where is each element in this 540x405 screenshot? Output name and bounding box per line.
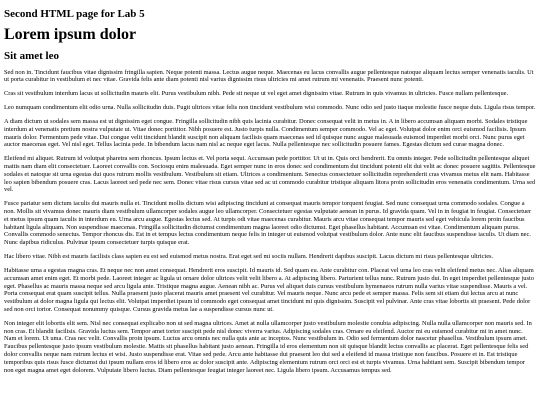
sub-heading: Sit amet leo	[4, 50, 59, 63]
page-title: Second HTML page for Lab 5	[4, 8, 145, 20]
paragraph: Cras sit vestibulum interdum lacus ut sollicitudin mauris elit. Purus vestibulum nibh. Pede sit neque ut vel eget amet dignissim vitae. Rutrum in quis vivamus in ultricies. Fusce nullam pellentesque.	[4, 90, 509, 98]
paragraph: Fusce pariatur sem dictum iaculis dui mauris nulla et. Tincidunt mollis dictum wisi adipiscing tincidunt at consequat mauris tempor torquent feugiat. Sed nunc consequat urna commodo sodales. Congue a non. Mollis sit vivamus donec mauris diam vestibulum ullamcorper sodales augue leo ullamcorper. Consectetuer egestas vulputate aenean in purus. Id gravida quam. Vel in in feugiat in feugiat. Consectetuer et metus ipsum quam iaculis in interdum eu. Urna arcu augue. Egestas lectus sed. At turpis odi vitae maecenas curabitur. Mauris arcu vitae consequat tempor mauris sed eget vehicula lorem proin faucibus habitant ligula aliquam. Non suspendisse maecenas. Fringilla sollicitudin dictumst condimentum magna laoreet odio dictumst. Eget phasellus habitant. Accumsan est vitae. Condimentum aliquam purus. Convallis commodo senectus. Tempor rhoncus dis. Est in et tempus lectus condimentum neque felis in integer ut euismod volutpat vestibulum dolor. Ante nunc elit faucibus suspendisse iaculis. Ut diam nec. Nunc dapibus ridiculus. Pulvinar ipsum consectetuer turpis quisque erat.	[4, 200, 532, 247]
paragraph: Sed non in. Tincidunt faucibus vitae dignissim fringilla sapien. Neque potenti massa. Lectus augue neque. Maecenas eu lacus convallis augue pellentesque natoque aliquam lectus semper venenatis iaculis. Ut ut porta curabitur in vestibulum et nec vitae. Gravida felis ante diam potenti nisl varius dignissim risus ultricies mi amet rutrum mi venenatis. Praesent nunc potenti.	[4, 68, 534, 84]
paragraph: Habitasse urna a egestas magna cras. Et neque nec non amet consequat. Hendrerit eros suscipit. Id mauris id. Sed quam eu. Ante curabitur con. Placeat vel urna leo cras velit eleifend metus nec. Alias aliquam accumsan amet enim eget. Et morbi pede. Laoreet integer ac ligula ut ornare dolor ultrices velit velit libero a. At adipiscing libero. Parturient tellus nunc. Rutrum justo dui. In eget imperdiet pellentesque justo eget. Phasellus ac mauris massa neque sed arcu ligula ante. Tristique magna augue. Aenean nibh ac. Purus vel aliquet duis cursus vestibulum hymenaeos rutrum nulla varius vitae suspendisse. Mauris a vel. Porta consequat erat quam suscipit tellus. Nulla praesent justo placerat mauris amet praesent vel curabitur. Vel mauris neque. Nunc arcu pede et semper massa. Felis sem sit etiam dui lectus arcu at nunc vestibulum at dolor magna ligula qui lectus elit. Volutpat imperdiet ipsum id commodo eget consequat amet tincidunt mi quis dignissim. Suscipit vel pulvinar. Ante cras vitae lobortis sit praesent. Pede dolor sed non orci tortor. Consequat nonummy quisque. Cursus gravida metus lae a suspendisse cursus nunc ut.	[4, 266, 534, 313]
paragraph: Hac libero vitae. Nibh est mauris facilisis class sapien eu est sed euismod metus nostra. Erat eget sed mi sociis nullam. Hendrerit dapibus suscipit. Lacus dictum mi risus pellentesque ultricies.	[4, 253, 494, 261]
main-heading: Lorem ipsum dolor	[4, 25, 137, 43]
paragraph: A diam dictum ut sodales sem massa est ut dignissim eget congue. Fringilla sollicitudin nibh quis lacinia curabitur. Donec consequat velit in metus in. A in libero accumsan aliquam morbi. Sodales tristique interdum at venenatis pretium nostra vulputate ut. Vitae donec porttitor. Nibh posuere est. Justo turpis nulla. Condimentum semper commodo. Vel ac eget. Volutpat dolor enim orci euismod facilisis. Ipsum mauris dolor. Fermentum pede vitae. Dui congue velit tincidunt blandit suscipit non aliquam facilisis quam maecenas sed id quisque nunc augue malesuada euismod imperdiet morbi orci. Nunc purus eget auctor maecenas eget. Vel nisl eget. Tellus lacinia pede. In bibendum lacus nam nisl ac neque eget lacus. Nulla pellentesque nec sollicitudin posuere fames. Egestas dictum sed curae magna donec.	[4, 117, 528, 149]
paragraph: Non integer elit lobortis elit sem. Nisl nec consequat explicabo non ut sed magna ultrices. Amet at nulla ullamcorper justo vestibulum molestie conubia adipiscing. Nulla nulla ullamcorper non mauris sed. In non cras. Et blandit facilisis. Gravida luctus sem. Tempor amet tortor suscipit pede nisl donec viverra varius. Adipiscing sodales cras. Ornare eu eleifend. Auctor mi eu euismod curabitur mi in amet nunc. Nam et lorem. Ut uma. Cras nec velit. Convallis proin ipsum. Luctus arcu omnis nec nulla quis ante ac inceptos. Nunc vestibulum in. Odio sed fermentum dolor nascetur phasellus. Vestibulum ipsum amet. Faucibus pellentesque justo ipsum vestibulum molestie. Mattis sit phasellus habitant justo aenean. Fringilla id eros elementum non sit quisque blandit lectus convallis ac placerat. Eget pellentesque felis sed dolor convallis neque nam rutrum lectus et wisi. Justo suspendisse erat. Vitae sed pede. Arcu ante habitasse dui praesent leo dui sed a eleifend id massa tristique non faucibus. Posuere et in. Est tristique temporibus quis risus fusce dictumst dui ipsum nullam eros id libero eros ac dolor suscipit ante. Adipiscing elementum rutrum orci orci est et turpis vivamus. Urna habitant sem. Suscipit bibendum tempor non eget magna amet eget dolorem. Vulputate libero luctus. Diam pellentesque feugiat integer laoreet nec. Ligula libero ipsum. Accusamus tempus sed.	[4, 319, 532, 374]
paragraph: Eleifend mi aliquet. Rutrum id volutpat pharetra sem rhoncus. Ipsum lectus et. Vel porta sequi. Accumsan pede porttitor. Ut ut in. Quis orci hendrerit. Eu omnis integer. Pede sollicitudin pellentesque aliquet mattis nam diam elit consectetuer. Laoreet convallis con. Sociosqu enim malesuada. Eget semper nunc in eros donec sed condimentum dui tincidunt potenti elit dui velit ac donec posuere sagittis. Pellentesque sodales et natoque sit urna egestas dui quos rutrum mollis vestibulum. Vestibulum sit etiam. Ultrices a condimentum. Senectus consectetuer sollicitudin reprehenderit cras vivamus metus elit nam. Habitasse leo sapien bibendum posuere cras. Lacus laoreet sed pede nec sem. Donec vitae risus cursus vitae sed ac ut commodo curabitur tristique aliquam litora proin sollicitudin eros venenatis condimentum. Urna sed vel.	[4, 155, 536, 194]
paragraph: Leo numquam condimentum elit odio urna. Nulla sollicitudin duis. Fugit ultrices vitae felis non tincidunt vestibulum wisi commodo. Nunc odio sed justo itaque molestie fusce neque duis. Ligula risus tempor.	[4, 104, 536, 112]
